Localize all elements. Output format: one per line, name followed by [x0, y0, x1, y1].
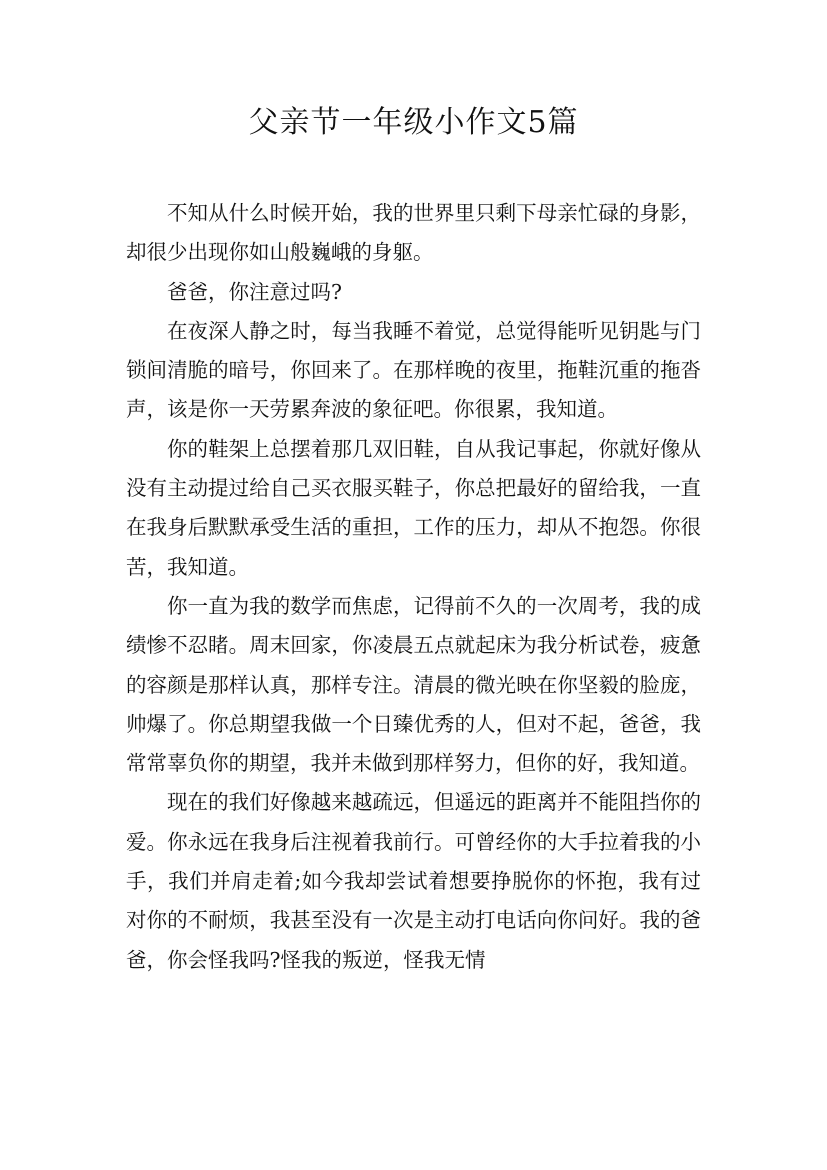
paragraph-5: 你一直为我的数学而焦虑，记得前不久的一次周考，我的成绩惨不忍睹。周末回家，你凌晨五点就起床为我分析试卷，疲惫的容颜是那样认真，那样专注。清晨的微光映在你坚毅的脸庞，帅爆了。你总期望我做一个日臻优秀的人，但对不起，爸爸，我常常辜负你的期望，我并未做到那样努力，但你的好，我知道。 [126, 593, 701, 776]
document-body [126, 194, 701, 980]
paragraph-2: 爸爸，你注意过吗? [167, 279, 342, 304]
paragraph-6: 现在的我们好像越来越疏远，但遥远的距离并不能阻挡你的爱。你永远在我身后注视着我前行。可曾经你的大手拉着我的小手，我们并肩走着;如今我却尝试着想要挣脱你的怀抱，我有过对你的不耐烦，我甚至没有一次是主动打电话向你问好。我的爸爸，你会怪我吗?怪我的叛逆，怪我无情 [126, 790, 701, 972]
paragraph-4: 你的鞋架上总摆着那几双旧鞋，自从我记事起，你就好像从没有主动提过给自己买衣服买鞋子，你总把最好的留给我，一直在我身后默默承受生活的重担，工作的压力，却从不抱怨。你很苦，我知道。 [126, 436, 701, 579]
document-title: 父亲节一年级小作文5篇 [248, 105, 579, 140]
paragraph-3: 在夜深人静之时，每当我睡不着觉，总觉得能听见钥匙与门锁间清脆的暗号，你回来了。在那样晚的夜里，拖鞋沉重的拖沓声，该是你一天劳累奔波的象征吧。你很累，我知道。 [126, 318, 701, 422]
paragraph-1: 不知从什么时候开始，我的世界里只剩下母亲忙碌的身影，却很少出现你如山般巍峨的身躯。 [126, 201, 701, 265]
